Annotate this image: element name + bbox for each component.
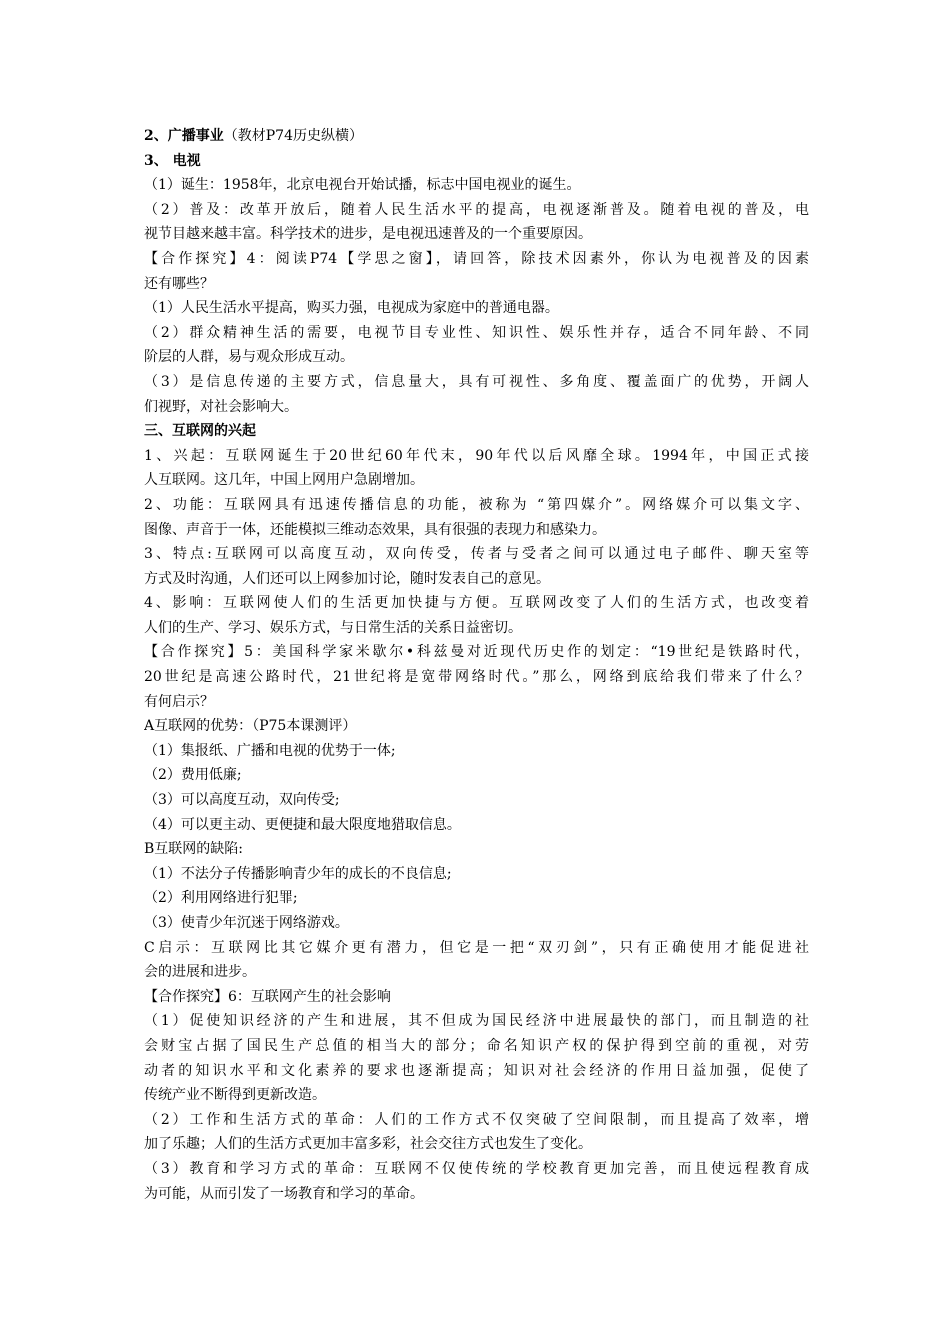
explore4-answer: （2）群众精神生活的需要，电视节目专业性、知识性、娱乐性并存，适合不同年龄、不同 [144, 324, 809, 341]
explore4-answer: 阶层的人群，易与观众形成互动。 [144, 349, 354, 366]
explore5-line: 20世纪是高速公路时代，21世纪将是宽带网络时代。”那么，网络到底给我们带来了什么？ [144, 669, 809, 686]
explore6-point-line: 加了乐趣；人们的生活方式更加丰富多彩，社会交往方式也发生了变化。 [144, 1136, 592, 1153]
internet-feature-line: 3、特点:互联网可以高度互动，双向传受，传者与受者之间可以通过电子邮件、聊天室等 [144, 546, 809, 563]
internet-rise-line: 人互联网。这几年，中国上网用户急剧增加。 [144, 472, 424, 489]
explore6-point-line: （1）促使知识经济的产生和进展，其不但成为国民经济中进展最快的部门，而且制造的社 [144, 1013, 809, 1030]
explore6-point-line: （3）教育和学习方式的革命：互联网不仅使传统的学校教育更加完善，而且使远程教育成 [144, 1160, 809, 1177]
explore6-point-line: 动者的知识水平和文化素养的要求也逐渐提高；知识对社会经济的作用日益加强，促使了 [144, 1062, 809, 1079]
explore5-line: 有何启示？ [144, 693, 214, 710]
advantages-title: A互联网的优势：（P75本课测评） [144, 718, 357, 735]
broadcast-line [144, 124, 809, 149]
inspiration-line: 会的进展和进步。 [144, 964, 256, 981]
explore4-line: 还有哪些？ [144, 275, 214, 292]
explore5-line: 【合作探究】5：美国科学家米歇尔•科兹曼对近现代历史作的划定：“19世纪是铁路时代， [144, 644, 809, 661]
advantage-item: （1）集报纸、广播和电视的优势于一体; [144, 742, 396, 759]
internet-impact-line: 人们的生产、学习、娱乐方式，与日常生活的关系日益密切。 [144, 619, 522, 636]
advantage-item: （4）可以更主动、更便捷和最大限度地猎取信息。 [144, 816, 461, 833]
inspiration-line: C启示：互联网比其它媒介更有潜力，但它是一把“双刃剑”，只有正确使用才能促进社 [144, 939, 809, 956]
explore6-title: 【合作探究】6：互联网产生的社会影响 [144, 988, 391, 1005]
tv-heading: 3、 电视 [144, 152, 201, 169]
drawback-item: （3）使青少年沉迷于网络游戏。 [144, 915, 349, 931]
internet-function-line: 2、功能：互联网具有迅速传播信息的功能，被称为 “第四媒介”。网络媒介可以集文字、 [144, 496, 809, 513]
explore4-answer: 们视野，对社会影响大。 [144, 398, 298, 415]
document-page [144, 124, 809, 1206]
explore4-answer: （1）人民生活水平提高，购买力强，电视成为家庭中的普通电器。 [144, 300, 559, 317]
explore4-answer: （3）是信息传递的主要方式，信息量大，具有可视性、多角度、覆盖面广的优势，开阔人 [144, 373, 809, 390]
internet-function-line: 图像、声音于一体，还能模拟三维动态效果，具有很强的表现力和感染力。 [144, 521, 606, 538]
explore6-point-line: 会财宝占据了国民生产总值的相当大的部分；命名知识产权的保护得到空前的重视，对劳 [144, 1037, 809, 1054]
explore6-point-line: （2）工作和生活方式的革命：人们的工作方式不仅突破了空间限制，而且提高了效率，增 [144, 1111, 809, 1128]
explore4-line: 【合作探究】4：阅读P74【学思之窗】，请回答，除技术因素外，你认为电视普及的因素 [144, 250, 809, 267]
broadcast-note: （教材P74历史纵横） [223, 128, 363, 144]
advantage-item: （3）可以高度互动，双向传受; [144, 792, 340, 809]
internet-heading: 三、互联网的兴起 [144, 423, 256, 440]
tv-popular-line: 视节目越来越丰富。科学技术的进步，是电视迅速普及的一个重要原因。 [144, 226, 592, 243]
internet-feature-line: 方式及时沟通，人们还可以上网参加讨论，随时发表自己的意见。 [144, 570, 550, 587]
advantage-item: （2）费用低廉; [144, 767, 242, 784]
drawback-item: （1）不法分子传播影响青少年的成长的不良信息; [144, 865, 452, 882]
broadcast-heading: 2、广播事业 [144, 128, 224, 144]
tv-birth: （1）诞生：1958年，北京电视台开始试播，标志中国电视业的诞生。 [144, 177, 581, 194]
explore6-point-line: 传统产业不断得到更新改造。 [144, 1087, 326, 1104]
internet-rise-line: 1、兴起：互联网诞生于20世纪60年代末，90年代以后风靡全球。1994年，中国正式接 [144, 447, 809, 464]
internet-impact-line: 4、影响：互联网使人们的生活更加快捷与方便。互联网改变了人们的生活方式，也改变着 [144, 595, 809, 612]
drawback-item: （2）利用网络进行犯罪; [144, 890, 298, 907]
drawbacks-title: B互联网的缺陷: [144, 841, 244, 858]
explore6-point-line: 为可能，从而引发了一场教育和学习的革命。 [144, 1185, 424, 1202]
tv-popular-line: （2）普及：改革开放后，随着人民生活水平的提高，电视逐渐普及。随着电视的普及，电 [144, 201, 809, 218]
